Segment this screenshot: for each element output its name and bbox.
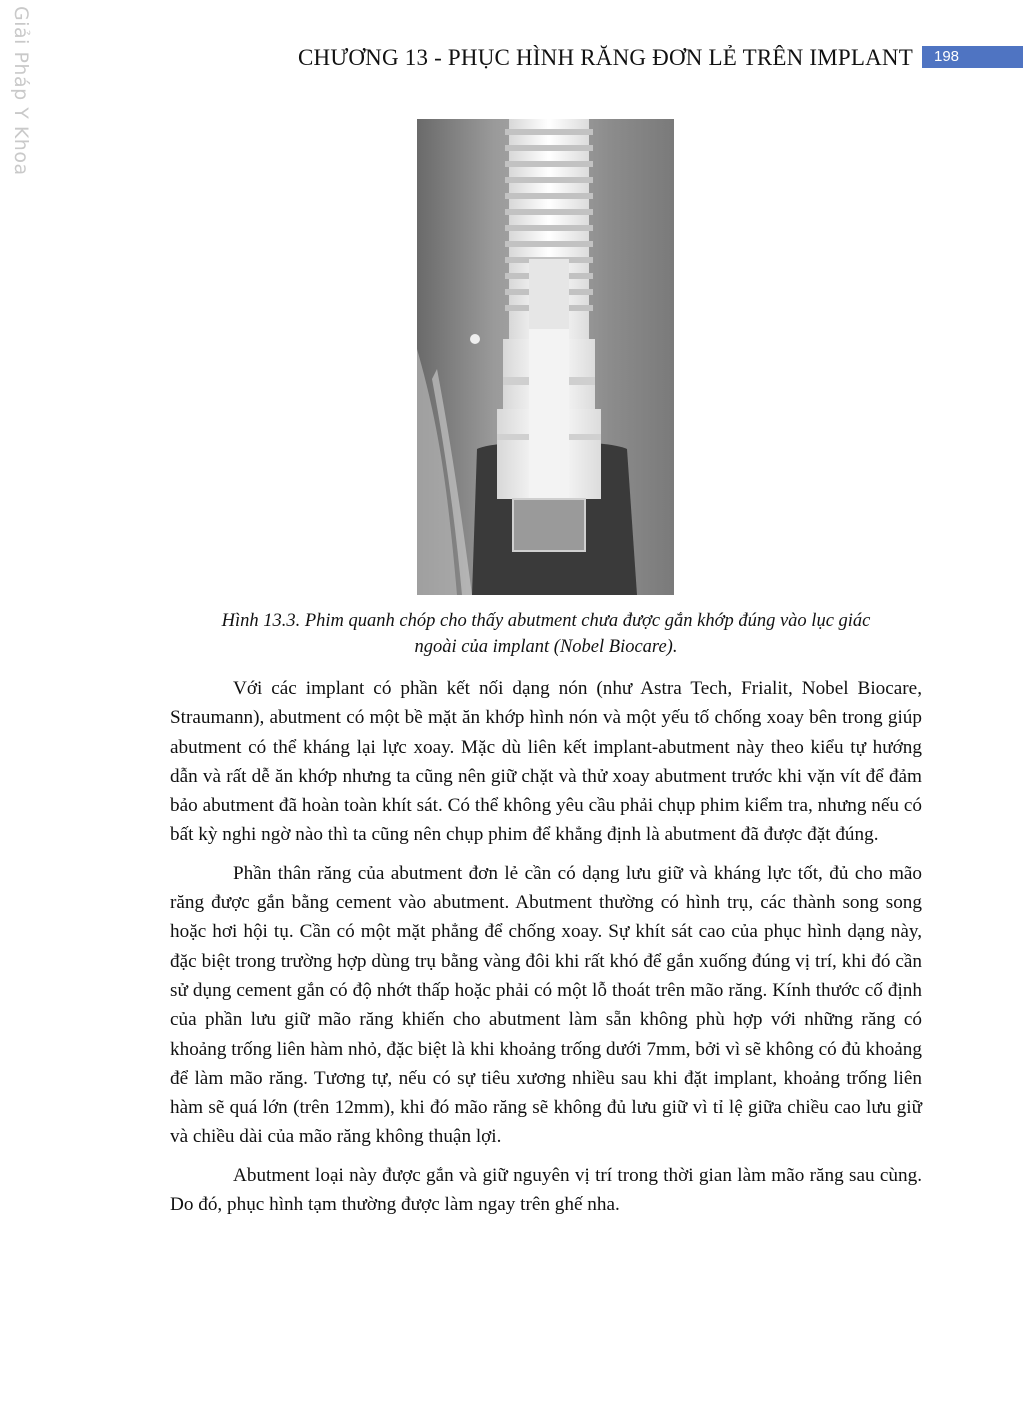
caption-line: Hình 13.3. Phim quanh chóp cho thấy abutment chưa được gắn khớp đúng vào lục giác	[221, 611, 871, 631]
paragraph: Phần thân răng của abutment đơn lẻ cần có dạng lưu giữ và kháng lực tốt, đủ cho mão răng được gắn bằng cement vào abutment. Abutment thường có hình trụ, các thành song song hoặc hơi hội tụ. Cần có một mặt phẳng để chống xoay. Sự khít sát cao của phục hình dạng này, đặc biệt trong trường hợp dùng trụ bằng vàng đôi khi rất khó để gắn xuống đúng vị trí, khi đó cần sử dụng cement gắn có độ nhớt thấp hoặc phải có một lỗ thoát trên mão răng. Kính thước cố định của phần lưu giữ mão răng khiến cho abutment làm sẵn không phù hợp với những răng có khoảng trống liên hàm nhỏ, đặc biệt là khi khoảng trống dưới 7mm, bởi vì sẽ không có đủ khoảng để làm mão răng. Tương tự, nếu có sự tiêu xương nhiều sau khi đặt implant, khoảng trống liên hàm sẽ quá lớn (trên 12mm), khi đó mão răng sẽ không đủ lưu giữ vì tỉ lệ giữa chiều cao lưu giữ và chiều dài của mão răng không thuận lợi.	[170, 862, 922, 1148]
paragraph: Với các implant có phần kết nối dạng nón (như Astra Tech, Frialit, Nobel Biocare, Straumann), abutment có một bề mặt ăn khớp hình nón và một yếu tố chống xoay bên trong giúp abutment có thể kháng lại lực xoay. Mặc dù liên kết implant-abutment này theo kiểu tự hướng dẫn và rất dễ ăn khớp nhưng ta cũng nên giữ chặt và thử xoay abutment trước khi vặn vít để đảm bảo abutment đã hoàn toàn khít sát. Có thể không yêu cầu phải chụp phim kiểm tra, nhưng nếu có bất kỳ nghi ngờ nào thì ta cũng nên chụp phim để khẳng định là abutment đã được đặt đúng.	[170, 678, 922, 846]
body-text	[170, 674, 922, 1228]
paragraph: Abutment loại này được gắn và giữ nguyên vị trí trong thời gian làm mão răng sau cùng. Do đó, phục hình tạm thường được làm ngay trên ghế nha.	[170, 1164, 922, 1216]
xray-image	[417, 119, 674, 595]
caption-line: ngoài của implant (Nobel Biocare).	[414, 637, 678, 657]
figure-caption	[170, 608, 922, 660]
page-number-badge: 198	[922, 46, 1023, 68]
page-header	[0, 44, 1023, 72]
watermark-text: Giải Pháp Y Khoa	[10, 6, 32, 176]
chapter-title: CHƯƠNG 13 - PHỤC HÌNH RĂNG ĐƠN LẺ TRÊN IMPLANT	[297, 45, 913, 70]
xray-figure	[417, 119, 674, 595]
